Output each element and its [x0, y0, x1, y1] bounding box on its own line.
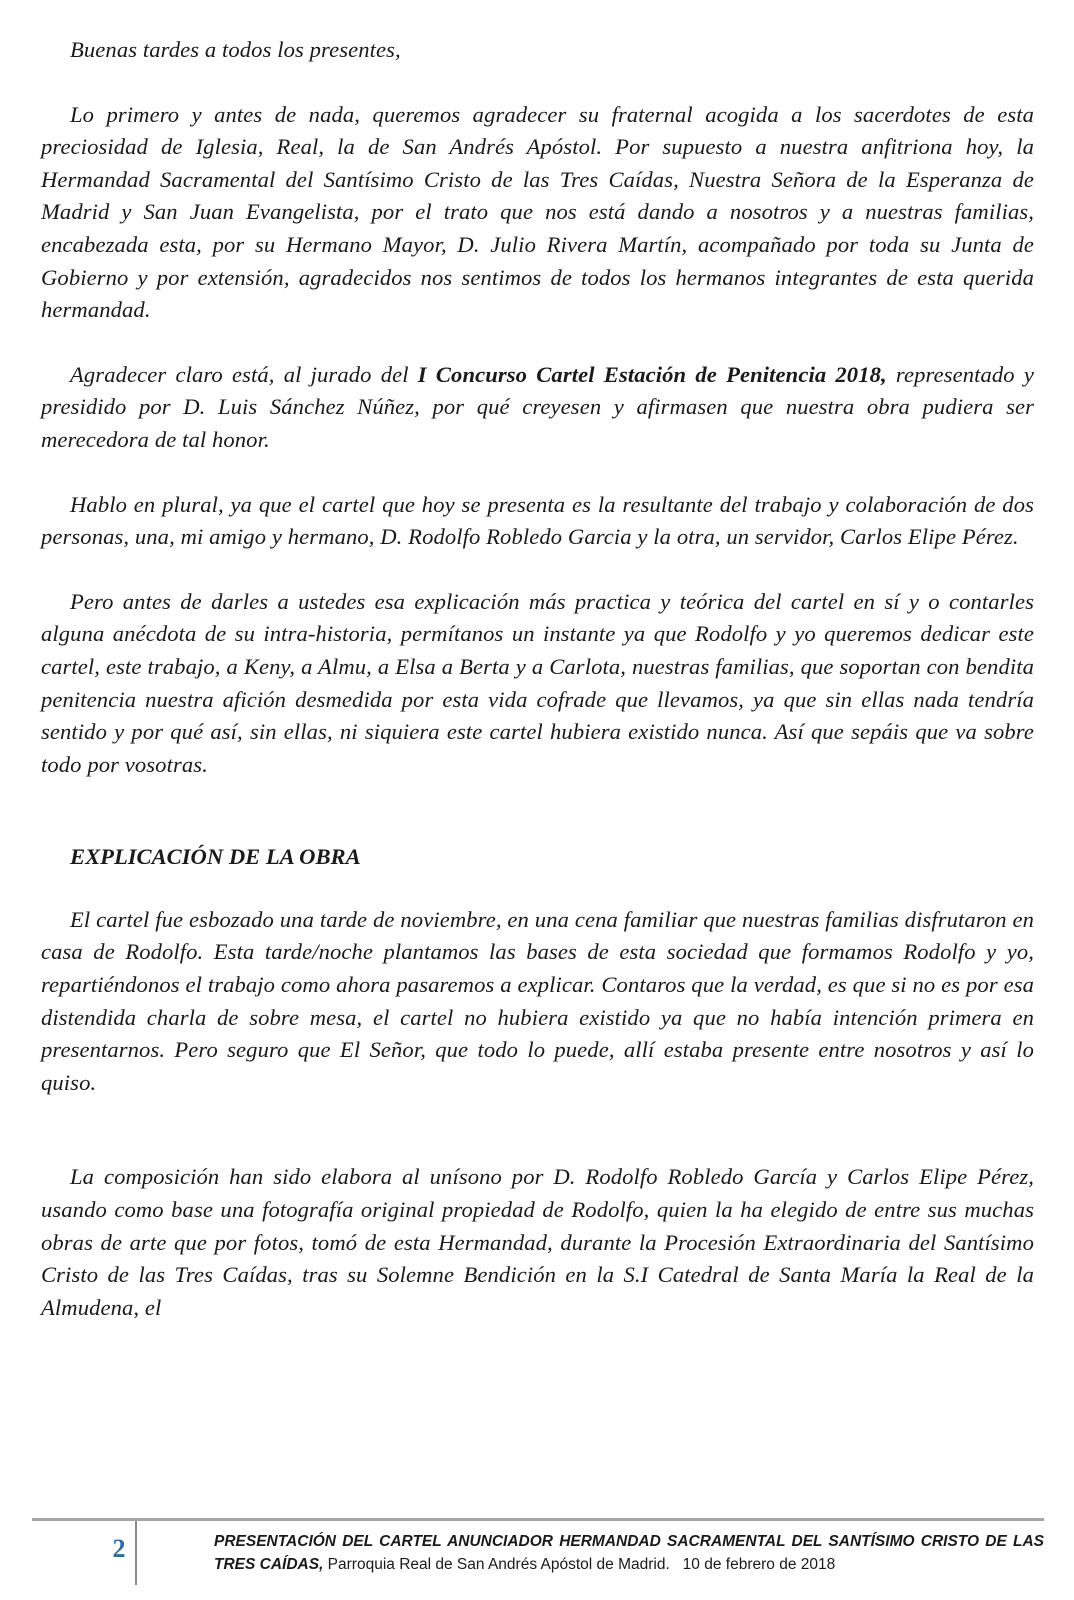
footer-location: Parroquia Real de San Andrés Apóstol de Madrid.: [323, 1556, 670, 1573]
section-heading-explanation: EXPLICACIÓN DE LA OBRA: [70, 844, 361, 870]
paragraph-authors: Hablo en plural, ya que el cartel que hoy se presenta es la resultante del trabajo y colaboración de dos personas, una, mi amigo y hermano, D. Rodolfo Robledo Garcia y la otra, un servidor, Carlos Elipe Pérez.: [41, 491, 1034, 550]
footer-rule: [32, 1518, 1044, 1521]
page-number: 2: [112, 1534, 126, 1563]
paragraph-jury-intro: Agradecer claro está, al jurado del: [70, 361, 418, 387]
document-body: [41, 34, 1034, 1356]
paragraph-origin: El cartel fue esbozado una tarde de noviembre, en una cena familiar que nuestras familias disfrutaron en casa de Rodolfo. Esta tarde/noche plantamos las bases de esta sociedad que formamos Rodolfo y yo, repartiéndonos el trabajo como ahora pasaremos a explicar. Contaros que la verdad, es que si no es por esa distendida charla de sobre mesa, el cartel no hubiera existido ya que no había intención primera en presentarnos. Pero seguro que El Señor, que todo lo puede, allí estaba presente entre nosotros y así lo quiso.: [41, 906, 1034, 1095]
paragraph-dedication: Pero antes de darles a ustedes esa explicación más practica y teórica del cartel en sí y o contarles alguna anécdota de su intra-historia, permítanos un instante ya que Rodolfo y yo queremos dedicar este cartel, este trabajo, a Keny, a Almu, a Elsa a Berta y a Carlota, nuestras familias, que soportan con bendita penitencia nuestra afición desmedida por esta vida cofrade que llevamos, ya que sin ellas nada tendría sentido y por qué así, sin ellas, ni siquiera este cartel hubiera existido nunca. Así que sepáis que va sobre todo por vosotras.: [41, 588, 1034, 777]
footer-divider: [135, 1521, 137, 1585]
footer-title: PRESENTACIÓN DEL CARTEL ANUNCIADOR HERMANDAD SACRAMENTAL DEL SANTÍSIMO CRISTO DE LAS TRES CAÍDAS,: [214, 1533, 1044, 1573]
contest-name: I Concurso Cartel Estación de Penitencia 2018,: [417, 361, 887, 387]
page-footer: [32, 1518, 1044, 1588]
paragraph-composition: La composición han sido elabora al unísono por D. Rodolfo Robledo García y Carlos Elipe Pérez, usando como base una fotografía original propiedad de Rodolfo, quien la ha elegido de entre sus muchas obras de arte que por fotos, tomó de esta Hermandad, durante la Procesión Extraordinaria del Santísimo Cristo de las Tres Caídas, tras su Solemne Bendición en la S.I Catedral de Santa María la Real de la Almudena, el: [41, 1164, 1034, 1320]
paragraph-acknowledgements: Lo primero y antes de nada, queremos agradecer su fraternal acogida a los sacerdotes de esta preciosidad de Iglesia, Real, la de San Andrés Apóstol. Por supuesto a nuestra anfitriona hoy, la Hermandad Sacramental del Santísimo Cristo de las Tres Caídas, Nuestra Señora de la Esperanza de Madrid y San Juan Evangelista, por el trato que nos está dando a nosotros y a nuestras familias, encabezada esta, por su Hermano Mayor, D. Julio Rivera Martín, acompañado por toda su Junta de Gobierno y por extensión, agradecidos nos sentimos de todos los hermanos integrantes de esta querida hermandad.: [41, 101, 1034, 323]
paragraph-jury-rest: representado y presidido por D. Luis Sánchez Núñez, por qué creyesen y afirmasen que nuestra obra pudiera ser merecedora de tal honor.: [41, 361, 1034, 452]
greeting-paragraph: Buenas tardes a todos los presentes,: [70, 37, 401, 62]
footer-date: 10 de febrero de 2018: [669, 1556, 836, 1573]
paragraph-jury: [41, 359, 1034, 457]
footer-caption: [214, 1530, 1044, 1576]
